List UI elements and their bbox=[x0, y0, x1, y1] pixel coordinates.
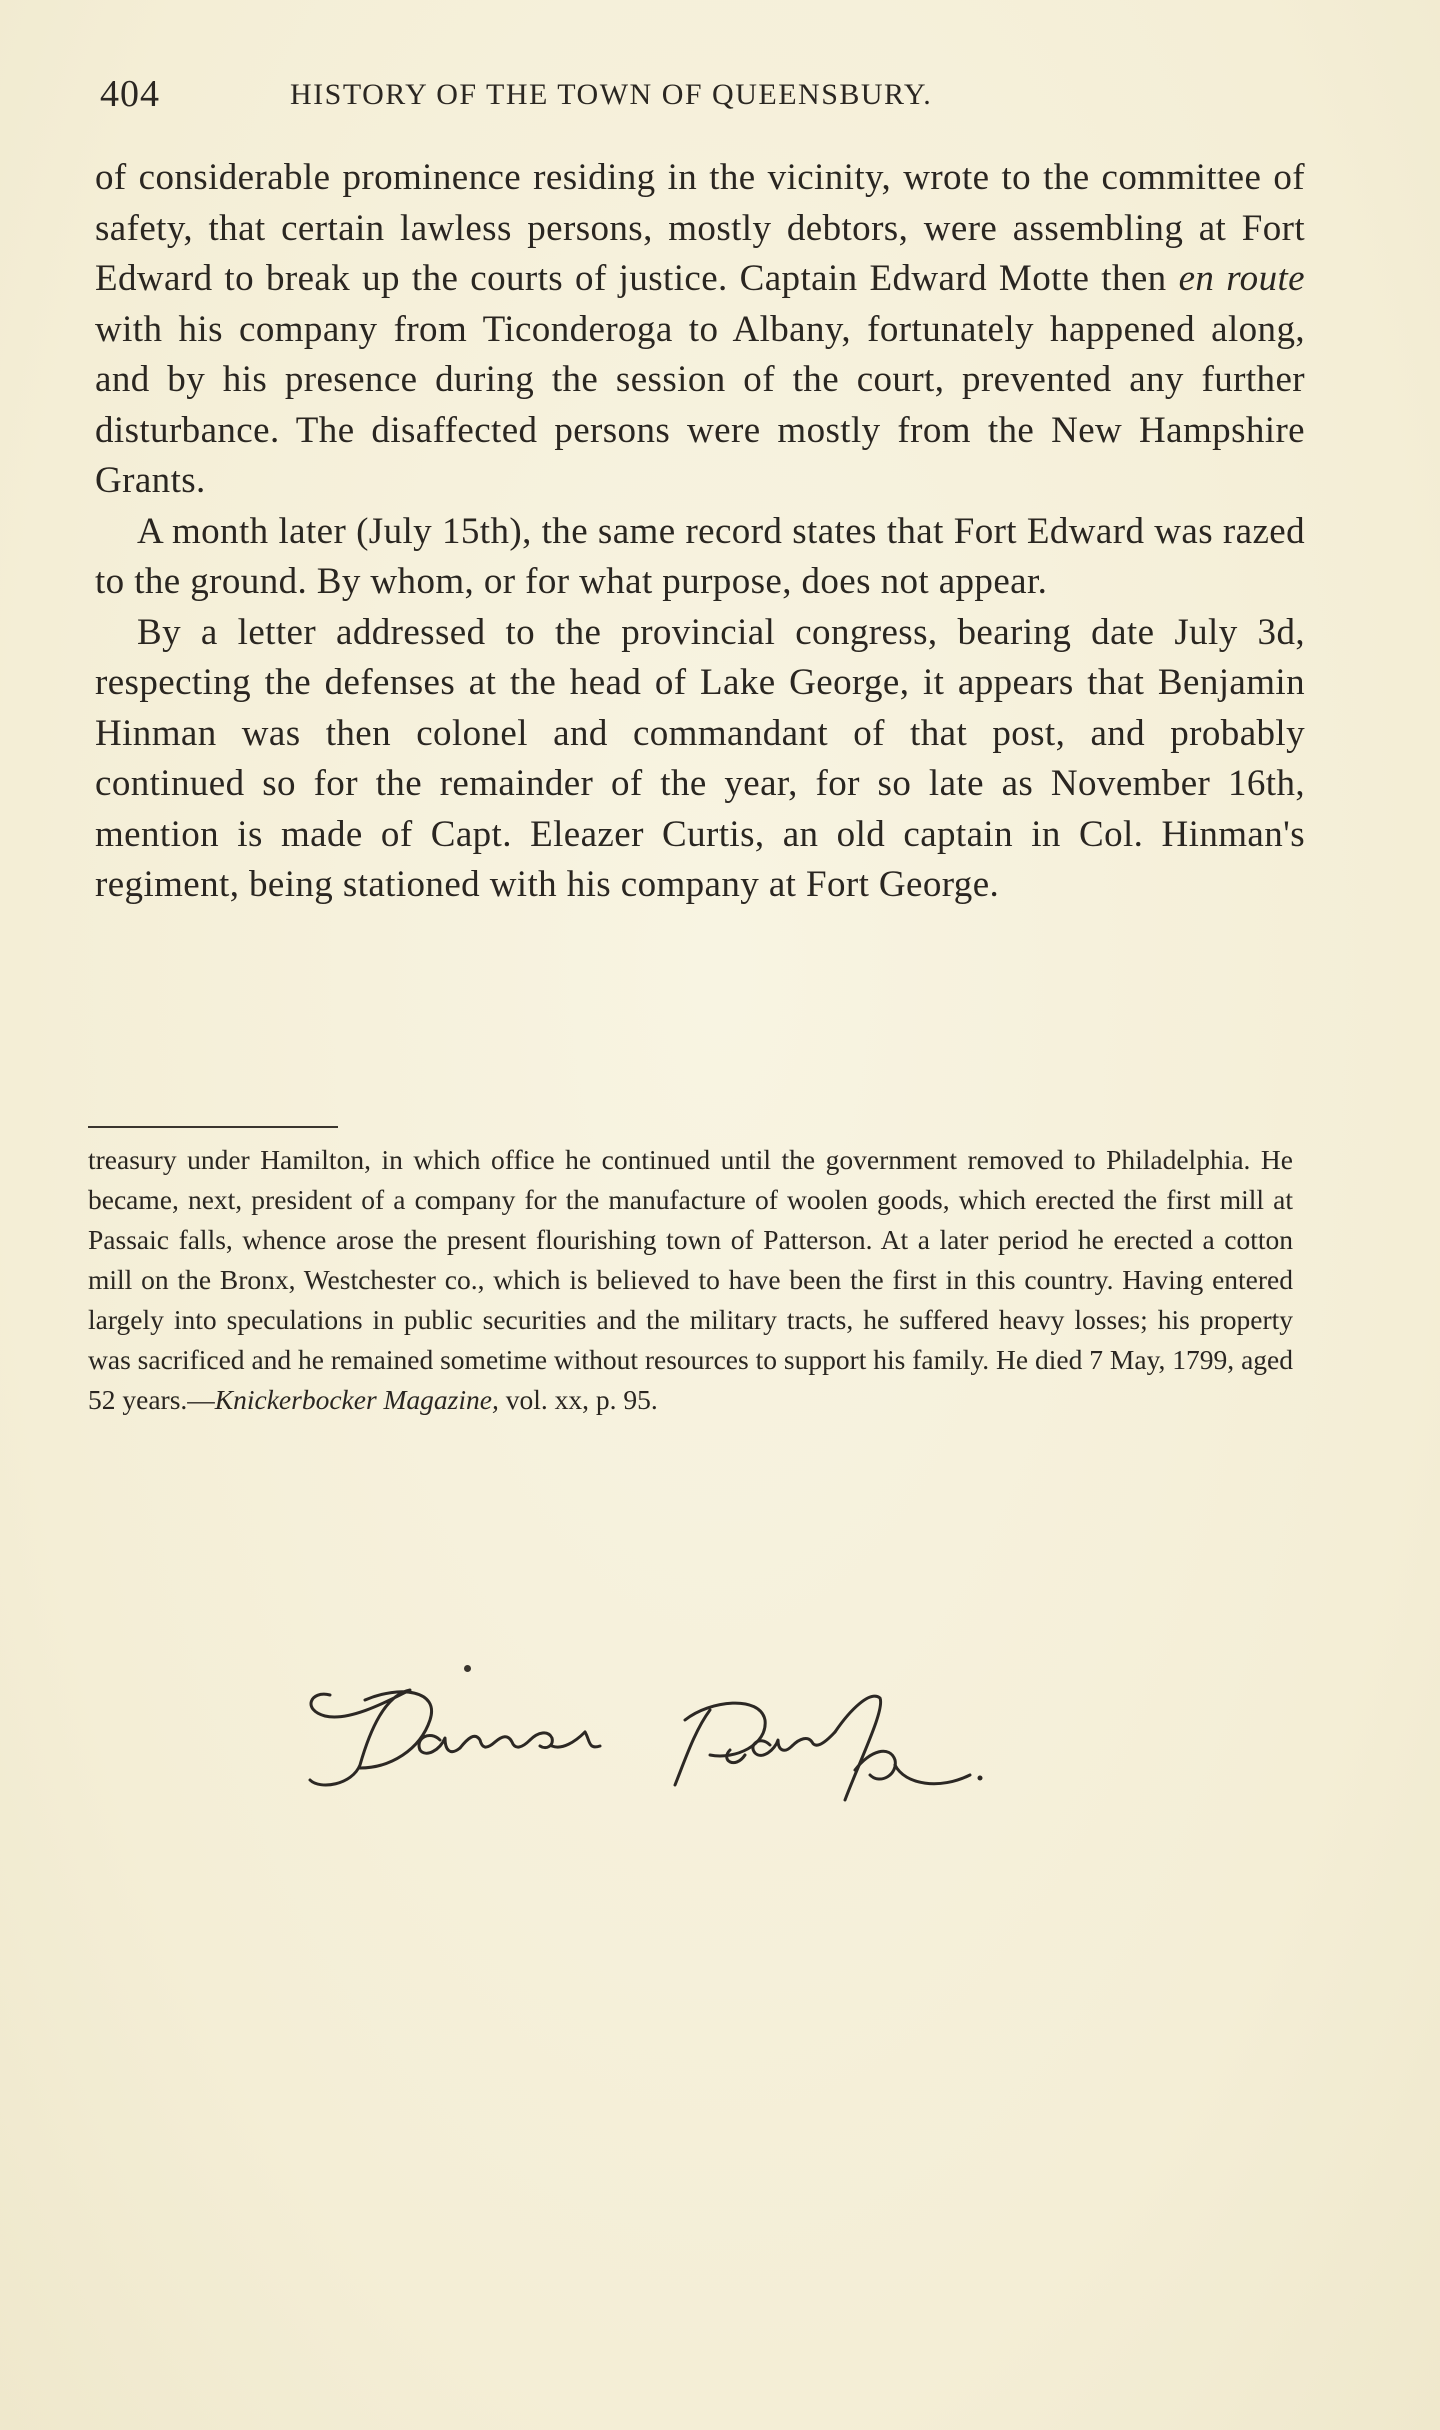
footnote-text: treasury under Hamilton, in which office he continued until the government removed to Philadelphia. He became, next, president of a company for the manufacture of woolen goods, which erected the first mill at Passaic falls, whence arose the present flourishing town of Patterson. At a later period he erected a cotton mill on the Bronx, Westchester co., which is believed to have been the first in this country. Having entered largely into speculations in public securities and the military tracts, he suffered heavy losses; his property was sacrificed and he remained sometime without resources to support his family. He died 7 May, 1799, aged 52 years.— bbox=[88, 1144, 1293, 1415]
running-head bbox=[100, 72, 1300, 122]
footnote bbox=[88, 1140, 1293, 1420]
paragraph-2: A month later (July 15th), the same record states that Fort Edward was razed to the ground. By whom, or for what purpose, does not appear. bbox=[95, 510, 1305, 602]
signature-image bbox=[290, 1650, 1090, 1830]
page-number: 404 bbox=[100, 73, 160, 115]
paragraph-1 bbox=[95, 153, 1305, 507]
paragraph-1-start: of considerable prominence residing in the vicinity, wrote to the committee of safety, that certain lawless persons, mostly debtors, were assembling at Fort Edward to break up the courts of justice. Captain Edward Motte then bbox=[95, 157, 1305, 299]
running-title: HISTORY OF THE TOWN OF QUEENSBURY. bbox=[290, 78, 933, 111]
footnote-source: Knickerbocker Magazine, bbox=[214, 1384, 499, 1415]
main-text bbox=[95, 153, 1305, 911]
paragraph-1-italic: en route bbox=[1178, 258, 1305, 299]
footnote-divider bbox=[88, 1126, 338, 1128]
paragraph-3: By a letter addressed to the provincial congress, bearing date July 3d, respecting the defenses at the head of Lake George, it appears that Benjamin Hinman was then colonel and commandant of that post, and probably continued so for the remainder of the year, for so late as November 16th, mention is made of Capt. Eleazer Curtis, an old captain in Col. Hinman's regiment, being stationed with his company at Fort George. bbox=[95, 611, 1305, 905]
footnote-source-rest: vol. xx, p. 95. bbox=[498, 1384, 658, 1415]
paragraph-1-end: with his company from Ticonderoga to Albany, fortunately happened along, and by his presence during the session of the court, prevented any further disturbance. The disaffected persons were mostly from the New Hampshire Grants. bbox=[95, 308, 1305, 501]
